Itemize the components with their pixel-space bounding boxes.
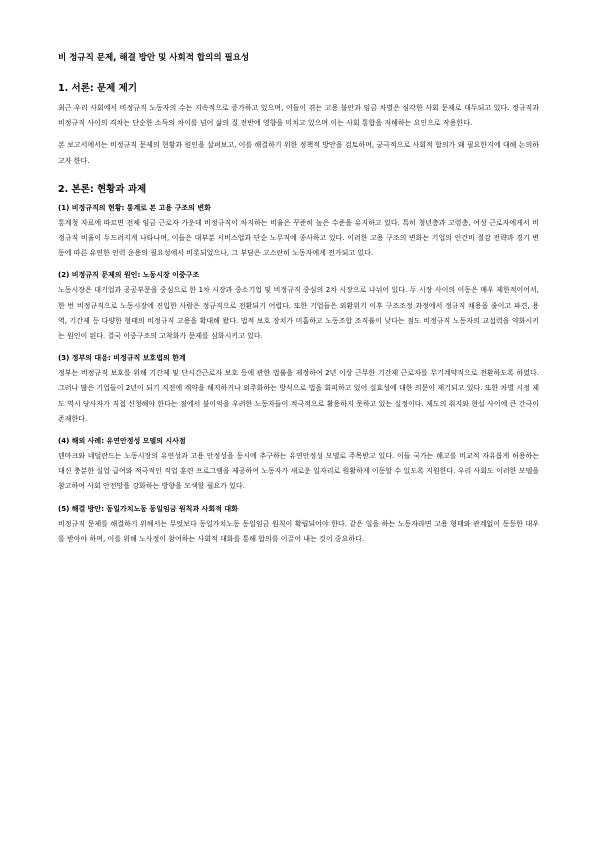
intro-paragraph-2: 본 보고서에서는 비정규직 문제의 현황과 원인을 살펴보고, 이를 해결하기 위한 정책적 방안을 검토하며, 궁극적으로 사회적 합의가 왜 필요한지에 대해 논의하고자 한다.	[58, 141, 539, 165]
subsection-heading: (4) 해외 사례: 유연안정성 모델의 시사점	[58, 437, 186, 446]
body-section	[58, 183, 539, 547]
subsection-text: 덴마크와 네덜란드는 노동시장의 유연성과 고용 안정성을 동시에 추구하는 유연안정성 모델로 주목받고 있다. 이들 국가는 해고를 비교적 자유롭게 허용하는 대신 충분한 실업 급여와 적극적인 직업 훈련 프로그램을 제공하여 노동자가 새로운 일자리로 원활하게 이동할 수 있도록 지원한다. 우리 사회도 이러한 모델을 참고하여 사회 안전망을 강화하는 방향을 모색할 필요가 있다.	[58, 452, 539, 491]
subsection-1	[58, 202, 539, 262]
subsection-4	[58, 435, 539, 495]
subsection-heading: (3) 정부의 대응: 비정규직 보호법의 한계	[58, 354, 186, 363]
intro-section	[58, 82, 539, 169]
subsection-heading: (1) 비정규직의 현황: 통계로 본 고용 구조의 변화	[58, 203, 211, 212]
subsection-text: 통계청 자료에 따르면 전체 임금 근로자 가운데 비정규직이 차지하는 비율은 꾸준히 높은 수준을 유지하고 있다. 특히 청년층과 고령층, 여성 근로자에게서 비정규직 비율이 두드러지게 나타나며, 이들은 대부분 서비스업과 단순 노무직에 종사하고 있다. 이러한 고용 구조의 변화는 기업의 인건비 절감 전략과 경기 변동에 따른 유연한 인력 운용의 필요성에서 비롯되었으나, 그 부담은 고스란히 노동자에게 전가되고 있다.	[58, 218, 539, 258]
body-heading: 2. 본론: 현황과 과제	[58, 183, 147, 195]
subsection-heading: (2) 비정규직 문제의 원인: 노동시장 이중구조	[58, 271, 200, 280]
subsection-2	[58, 269, 539, 344]
intro-paragraph-1: 최근 우리 사회에서 비정규직 노동자의 수는 지속적으로 증가하고 있으며, 이들이 겪는 고용 불안과 임금 차별은 심각한 사회 문제로 대두되고 있다. 정규직과 비정규직 사이의 격차는 단순한 소득의 차이를 넘어 삶의 질 전반에 영향을 미치고 있으며 이는 사회 통합을 저해하는 요인으로 작용한다.	[58, 104, 539, 128]
document-title: 비 정규직 문제, 해결 방안 및 사회적 합의의 필요성	[58, 53, 250, 63]
subsection-text: 정부는 비정규직 보호를 위해 기간제 및 단시간근로자 보호 등에 관한 법률을 제정하여 2년 이상 근무한 기간제 근로자를 무기계약직으로 전환하도록 하였다. 그러나 많은 기업들이 2년이 되기 직전에 계약을 해지하거나 외주화하는 방식으로 법을 회피하고 있어 실효성에 대한 의문이 제기되고 있다. 또한 차별 시정 제도 역시 당사자가 직접 신청해야 한다는 점에서 불이익을 우려한 노동자들이 적극적으로 활용하지 못하고 있는 실정이다. 제도의 취지와 현실 사이에 큰 간극이 존재한다.	[58, 369, 539, 423]
subsection-heading: (5) 해결 방안: 동일가치노동 동일임금 원칙과 사회적 대화	[58, 504, 238, 513]
subsection-text: 노동시장은 대기업과 공공부문을 중심으로 한 1차 시장과 중소기업 및 비정규직 중심의 2차 시장으로 나뉘어 있다. 두 시장 사이의 이동은 매우 제한적이어서, 한 번 비정규직으로 노동시장에 진입한 사람은 정규직으로 전환되기 어렵다. 또한 기업들은 외환위기 이후 구조조정 과정에서 정규직 채용을 줄이고 파견, 용역, 기간제 등 다양한 형태의 비정규직 고용을 확대해 왔다. 법적 보호 장치가 미흡하고 노동조합 조직률이 낮다는 점도 비정규직 노동자의 교섭력을 약화시키는 원인이 된다. 결국 이중구조의 고착화가 문제를 심화시키고 있다.	[58, 286, 539, 341]
subsection-3	[58, 352, 539, 427]
subsection-5	[58, 503, 539, 547]
intro-heading: 1. 서론: 문제 제기	[58, 83, 138, 94]
subsection-text: 비정규직 문제를 해결하기 위해서는 무엇보다 동일가치노동 동일임금 원칙이 확립되어야 한다. 같은 일을 하는 노동자라면 고용 형태와 관계없이 동등한 대우를 받아야 하며, 이를 위해 노사정이 참여하는 사회적 대화를 통해 합의를 이끌어 내는 것이 중요하다.	[58, 519, 539, 543]
